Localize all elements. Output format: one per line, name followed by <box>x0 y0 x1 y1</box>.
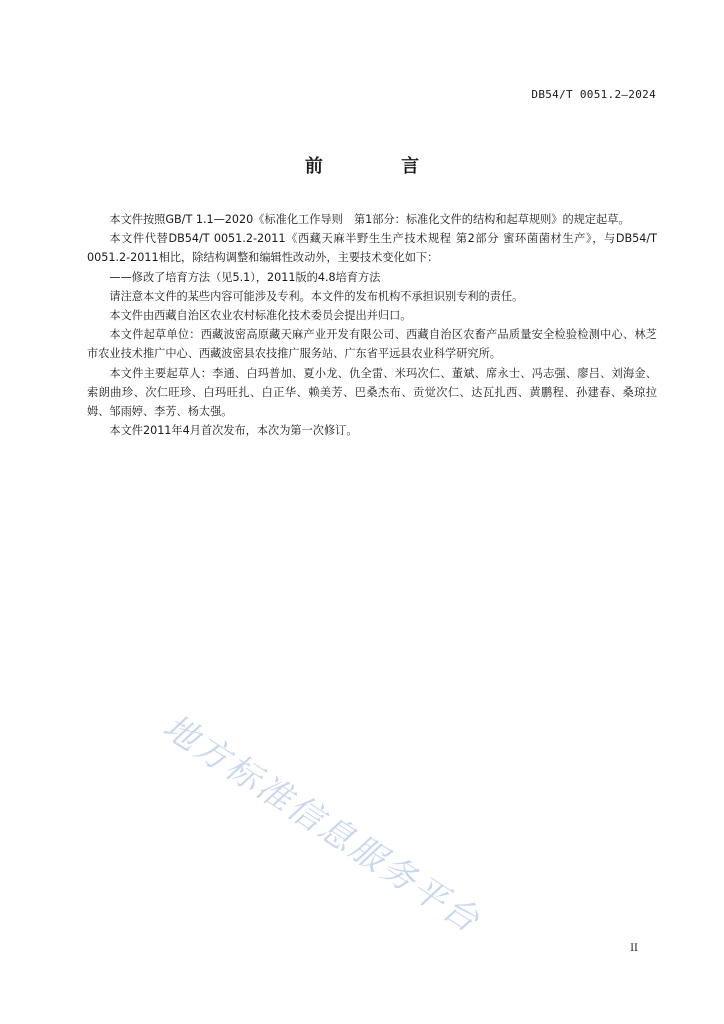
section-title: 前 言 <box>304 156 456 177</box>
paragraph-replacement: 本文件代替DB54/T 0051.2-2011《西藏天麻半野生生产技术规程 第2部分 蜜环菌菌材生产》，与DB54/T 0051.2-2011相比，除结构调整和编辑性改动外，主要技术变化如下： <box>87 232 657 265</box>
paragraph-drafters: 本文件主要起草人：李通、白玛普加、夏小龙、仇全雷、米玛次仁、董斌、席永士、冯志强、廖吕、刘海金、索朗曲珍、次仁旺珍、白玛旺扎、白正华、赖美芳、巴桑杰布、贡觉次仁、达瓦扎西、黄鹏程、孙建春、桑琼拉姆、邹雨婷、李芳、杨太强。 <box>87 366 657 419</box>
paragraph-patent-notice: 请注意本文件的某些内容可能涉及专利。本文件的发布机构不承担识别专利的责任。 <box>109 289 524 303</box>
foreword-body <box>87 210 657 440</box>
paragraph-drafting-units: 本文件起草单位：西藏波密高原藏天麻产业开发有限公司、西藏自治区农畜产品质量安全检验检测中心、林芝市农业技术推广中心、西藏波密县农技推广服务站、广东省平远县农业科学研究所。 <box>87 328 657 361</box>
paragraph-history: 本文件2011年4月首次发布，本次为第一次修订。 <box>109 424 358 438</box>
paragraph-drafting-rules: 本文件按照GB/T 1.1—2020《标准化工作导则 第1部分：标准化文件的结构和起草规则》的规定起草。 <box>109 213 630 226</box>
paragraph-proposer: 本文件由西藏自治区农业农村标准化技术委员会提出并归口。 <box>109 309 412 323</box>
watermark-text: 地方标准信息服务平台 <box>155 706 488 942</box>
document-code: DB54/T 0051.2—2024 <box>531 88 656 101</box>
paragraph-change-item: ——修改了培育方法（见5.1），2011版的4.8培育方法 <box>109 270 381 284</box>
page-number: II <box>630 943 638 954</box>
